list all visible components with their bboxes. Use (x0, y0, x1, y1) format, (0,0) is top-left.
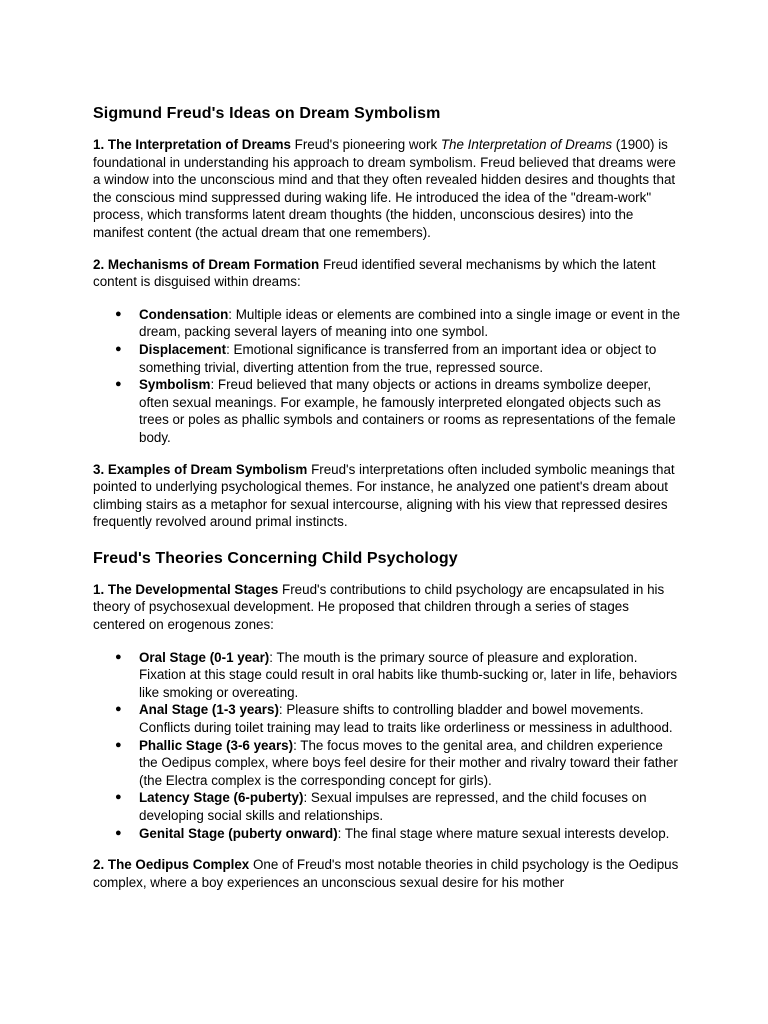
paragraph-label: 1. The Interpretation of Dreams (93, 137, 291, 152)
list-item: ● Phallic Stage (3-6 years): The focus moves to the genital area, and children experience the Oedipus complex, where boys feel desire for their mother and rivalry toward their father (the Electra complex is the corresponding concept for girls). (115, 737, 678, 788)
section-heading-child-psychology: Freud's Theories Concerning Child Psychology (93, 549, 458, 567)
bullet-icon: ● (115, 703, 122, 716)
document-body (93, 103, 683, 905)
book-title: The Interpretation of Dreams (440, 137, 613, 152)
paragraph-label: 2. Mechanisms of Dream Formation (93, 256, 320, 272)
paragraph-interpretation-of-dreams: 1. The Interpretation of Dreams Freud's pioneering work The Interpretation of Dreams (1900) is foundational in understanding his approach to dream symbolism. Freud believed that dreams were a window into the unconscious mind and that they often revealed hidden desires and thoughts that the conscious mind suppressed during waking life. He introduced the idea of the "dream-work" process, which transforms latent dream thoughts (the hidden, unconscious desires) into the manifest content (the actual dream that one remembers). (93, 137, 676, 240)
list-item: ● Genital Stage (puberty onward): The final stage where mature sexual interests develop. (115, 825, 670, 841)
list-item: ● Condensation: Multiple ideas or elements are combined into a single image or event in the dream, packing several layers of meaning into one symbol. (115, 306, 681, 340)
paragraph-oedipus-complex: 2. The Oedipus Complex One of Freud's most notable theories in child psychology is the Oedipus complex, where a boy experiences an unconscious sexual desire for his mother (93, 857, 679, 890)
bullet-icon: ● (115, 791, 122, 804)
bullet-icon: ● (115, 826, 122, 839)
list-item: ● Displacement: Emotional significance is transferred from an important idea or object to something trivial, diverting attention from the true, repressed source. (115, 341, 657, 375)
mechanisms-list (93, 306, 683, 447)
bullet-icon: ● (115, 738, 122, 751)
list-item: ● Symbolism: Freud believed that many objects or actions in dreams symbolize deeper, often sexual meanings. For example, he famously interpreted elongated objects such as trees or poles as phallic symbols and containers or rooms as representations of the female body. (115, 377, 676, 445)
bullet-icon: ● (115, 307, 122, 320)
paragraph-examples: 3. Examples of Dream Symbolism Freud's interpretations often included symbolic meanings that pointed to underlying psychological themes. For instance, he analyzed one patient's dream about climbing stairs as a metaphor for sexual intercourse, aligning with his view that repressed desires frequently revolved around primal instincts. (93, 461, 675, 530)
list-item: ● Latency Stage (6-puberty): Sexual impulses are repressed, and the child focuses on developing social skills and relationships. (115, 790, 647, 823)
bullet-icon: ● (115, 342, 122, 355)
list-item: ● Oral Stage (0-1 year): The mouth is the primary source of pleasure and exploration. Fixation at this stage could result in oral habits like thumb-sucking or, later in life, behaviors like smoking or overeating. (115, 649, 678, 700)
bullet-icon: ● (115, 650, 122, 663)
stages-list (93, 649, 683, 843)
paragraph-label: 1. The Developmental Stages (93, 581, 279, 597)
list-item: ● Anal Stage (1-3 years): Pleasure shifts to controlling bladder and bowel movements. Conflicts during toilet training may lead to traits like orderliness or messiness in adulthood. (115, 702, 673, 736)
bullet-icon: ● (115, 378, 122, 391)
paragraph-developmental-stages: 1. The Developmental Stages Freud's contributions to child psychology are encapsulated in his theory of psychosexual development. He proposed that children through a series of stages centered on erogenous zones: (93, 581, 665, 633)
paragraph-label: 3. Examples of Dream Symbolism (93, 461, 308, 477)
section-heading-dream-symbolism: Sigmund Freud's Ideas on Dream Symbolism (93, 105, 441, 122)
paragraph-label: 2. The Oedipus Complex (93, 857, 250, 873)
paragraph-mechanisms: 2. Mechanisms of Dream Formation Freud identified several mechanisms by which the latent content is disguised within dreams: (93, 256, 656, 290)
